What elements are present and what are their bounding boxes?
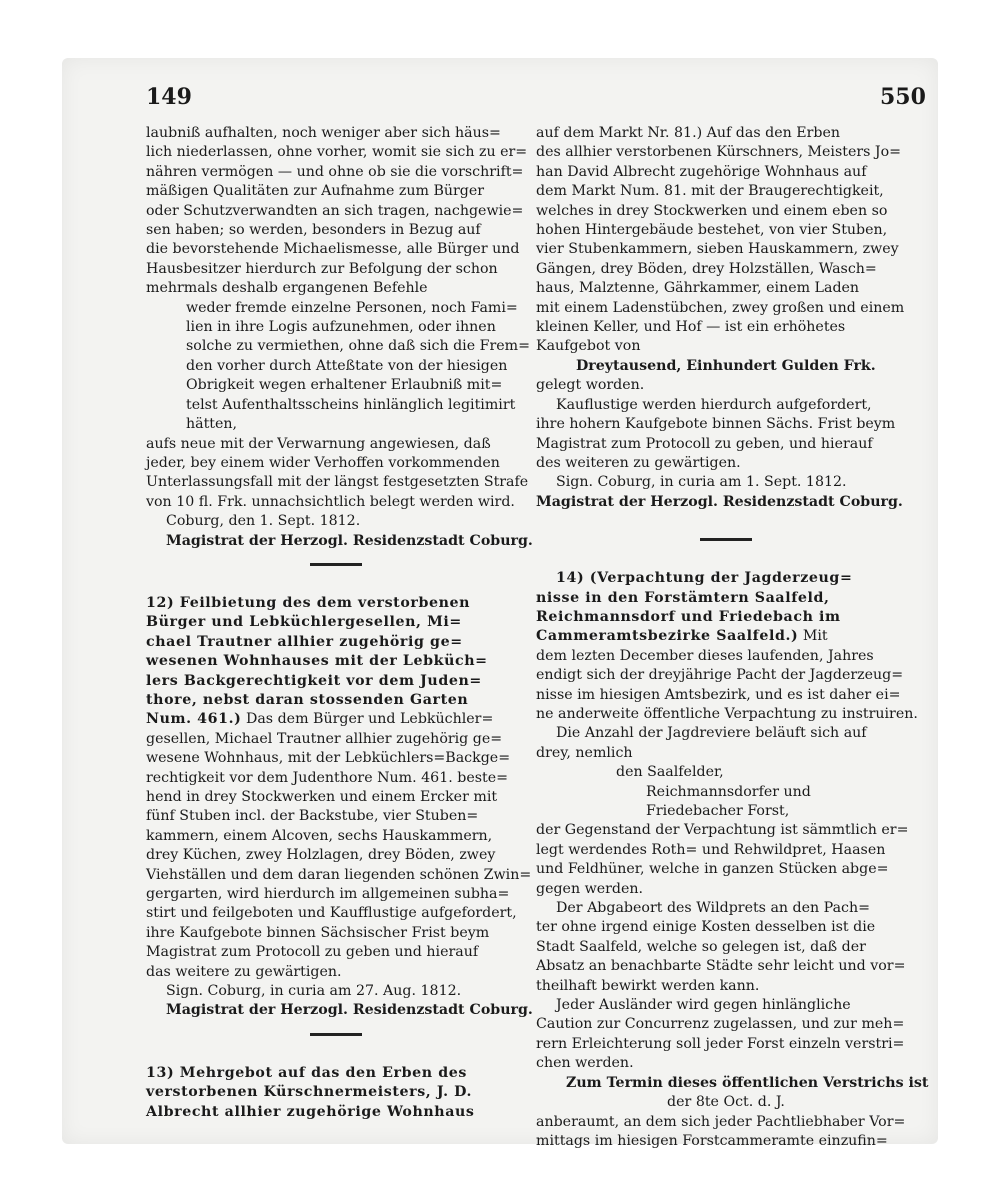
page-number-right: 550 [880, 84, 926, 110]
text-line: mittags im hiesigen Forstcammeramte einzufin= [536, 1132, 888, 1149]
text-line: dem Markt Num. 81. mit der Braugerechtigkeit, [536, 183, 884, 200]
heading-line: verstorbenen Kürschnermeisters, J. D. [146, 1084, 473, 1101]
heading-line: thore, nebst daran stossenden Garten [146, 691, 469, 708]
item-14-paragraph [536, 899, 916, 996]
text-line: Absatz an benachbarte Städte sehr leicht und vor= [536, 958, 906, 975]
text-line: Die Anzahl der Jagdreviere beläuft sich auf [556, 725, 867, 742]
left-column [146, 124, 533, 1122]
text-line: Jeder Ausländer wird gegen hinlängliche [556, 997, 851, 1014]
text-line: Viehställen und dem daran liegenden schönen Zwin= [146, 866, 532, 883]
text-line: kleinen Keller, und Hof — ist ein erhöhetes [536, 319, 846, 336]
text-line: Hausbesitzer hierdurch zur Befolgung der schon [146, 260, 498, 277]
text-line: lich niederlassen, ohne vorher, womit sie sich zu er= [146, 144, 528, 161]
text-line: des weiteren zu gewärtigen. [536, 454, 741, 471]
heading-line: Albrecht allhier zugehörige Wohnhaus [146, 1103, 475, 1120]
text-line: mehrmals deshalb ergangenen Befehle [146, 280, 428, 297]
text-line: theilhaft bewirkt werden kann. [536, 977, 760, 994]
signature-date: Sign. Coburg, in curia am 27. Aug. 1812. [166, 983, 462, 1000]
text-line: Gängen, drey Böden, drey Holzställen, Wasch= [536, 260, 877, 277]
item-14-paragraph [536, 1113, 916, 1152]
paragraph-warning [146, 435, 529, 513]
paragraph-indented [146, 299, 530, 435]
heading-line: 13) Mehrgebot auf das den Erben des [146, 1064, 467, 1081]
text-line: han David Albrecht zugehörige Wohnhaus auf [536, 163, 867, 180]
text-line: endigt sich der dreyjährige Pacht der Jagderzeug= [536, 667, 904, 684]
text-line: Caution zur Concurrenz zugelassen, und zur meh= [536, 1016, 905, 1033]
text-line: fünf Stuben incl. der Backstube, vier Stuben= [146, 808, 479, 825]
signature-date: Sign. Coburg, in curia am 1. Sept. 1812. [556, 474, 847, 491]
heading-line: 14) (Verpachtung der Jagderzeug= [556, 570, 853, 587]
section-divider [700, 538, 752, 541]
list-item: den Saalfelder, [616, 764, 724, 781]
item-14-paragraph [536, 821, 916, 899]
item-14-paragraph [536, 996, 916, 1074]
text-line: laubniß aufhalten, noch weniger aber sich häus= [146, 125, 501, 141]
text-line: mit einem Ladenstübchen, zwey großen und einem [536, 299, 905, 316]
text-line: der Gegenstand der Verpachtung ist sämmtlich er= [536, 822, 909, 839]
text-line: drey Küchen, zwey Holzlagen, drey Böden, zwey [146, 847, 496, 864]
list-item: Friedebacher Forst, [646, 803, 790, 819]
heading-line: chael Trautner allhier zugehörig ge= [146, 633, 463, 650]
text-line: drey, nemlich [536, 744, 633, 761]
spacer [536, 555, 916, 569]
text-line: sen haben; so werden, besonders in Bezug auf [146, 222, 481, 239]
text-line: Magistrat zum Protocoll zu geben und hierauf [146, 944, 479, 961]
signature-date: Coburg, den 1. Sept. 1812. [166, 513, 361, 530]
item-13-after [536, 376, 916, 473]
text-line: ter ohne irgend einige Kosten desselben ist die [536, 919, 876, 936]
heading-line: wesenen Wohnhauses mit der Lebküch= [146, 653, 488, 670]
text-line: rern Erleichterung soll jeder Forst einzeln verstri= [536, 1035, 905, 1052]
heading-line-mixed [146, 710, 526, 729]
text-line: aufs neue mit der Verwarnung angewiesen, daß [146, 435, 491, 452]
forest-list [536, 763, 916, 821]
text-line: telst Aufenthaltsscheins hinlänglich legitimirt [186, 396, 516, 413]
text-line: solche zu vermiethen, ohne daß sich die Frem= [186, 338, 530, 355]
item-14-paragraph [536, 1074, 929, 1113]
heading-line: Cammeramtsbezirke Saalfeld.) [536, 628, 799, 645]
heading-line: lers Backgerechtigkeit vor dem Juden= [146, 672, 482, 689]
item-14-paragraph [536, 647, 916, 725]
heading-line: Num. 461.) [146, 711, 242, 728]
heading-line: Reichmannsdorf und Friedebach im [536, 608, 841, 625]
right-column [536, 124, 929, 1151]
text-line: Das dem Bürger und Lebküchler= [245, 711, 494, 728]
text-line: des allhier verstorbenen Kürschners, Meisters Jo= [536, 144, 902, 161]
text-line: legt werdendes Roth= und Rehwildpret, Haasen [536, 841, 886, 858]
text-line: und Feldhüner, welche in ganzen Stücken abge= [536, 861, 889, 878]
text-line: Mit [802, 628, 828, 645]
text-line: hend in drey Stockwerken und einem Ercker mit [146, 789, 498, 805]
text-line: jeder, bey einem wider Verhoffen vorkommenden [146, 454, 500, 471]
text-line: weder fremde einzelne Personen, noch Fami= [186, 299, 518, 316]
item-13-heading [146, 1064, 526, 1122]
text-line: anberaumt, an dem sich jeder Pachtliebhaber Vor= [536, 1113, 906, 1130]
text-line: Der Abgabeort des Wildprets an den Pach= [556, 900, 871, 917]
heading-line: Bürger und Lebküchlergesellen, Mi= [146, 614, 462, 631]
text-line: gelegt worden. [536, 377, 645, 394]
text-line: gesellen, Michael Trautner allhier zugehörig ge= [146, 730, 503, 747]
text-line: mäßigen Qualitäten zur Aufnahme zum Bürger [146, 183, 485, 200]
bid-amount: Dreytausend, Einhundert Gulden Frk. [576, 357, 876, 374]
text-line: ihre hohern Kaufgebote binnen Sächs. Frist beym [536, 416, 896, 433]
text-line: von 10 fl. Frk. unnachsichtlich belegt werden wird. [146, 493, 515, 510]
text-line: die bevorstehende Michaelismesse, alle Bürger und [146, 241, 520, 258]
text-line: hohen Hintergebäude bestehet, von vier Stuben, [536, 222, 888, 239]
item-13-continued [536, 124, 916, 357]
text-line: ihre Kaufgebote binnen Sächsischer Frist beym [146, 924, 490, 941]
page-number-left: 149 [146, 84, 192, 110]
text-line: oder Schutzverwandten an sich tragen, nachgewie= [146, 202, 524, 219]
text-line: ne anderweite öffentliche Verpachtung zu instruiren. [536, 705, 918, 722]
text-line: gergarten, wird hierdurch im allgemeinen subha= [146, 886, 510, 903]
heading-line: nisse in den Forstämtern Saalfeld, [536, 589, 830, 606]
heading-line-mixed [536, 627, 916, 646]
text-line: Kauflustige werden hierdurch aufgefordert, [556, 396, 872, 413]
text-line: das weitere zu gewärtigen. [146, 963, 342, 980]
section-divider [310, 563, 362, 566]
text-line: Kaufgebot von [536, 338, 641, 355]
text-line: stirt und feilgeboten und Kaufflustige aufgefordert, [146, 905, 517, 922]
item-14-paragraph [536, 724, 916, 763]
text-line: Zum Termin dieses öffentlichen Verstrichs ist [566, 1074, 929, 1091]
text-line: der 8te Oct. d. J. [667, 1094, 785, 1111]
text-line: den vorher durch Atteßtate von der hiesigen [186, 357, 508, 374]
text-line: Magistrat zum Protocoll zu geben, und hierauf [536, 435, 873, 452]
heading-line: 12) Feilbietung des dem verstorbenen [146, 594, 471, 611]
text-line: welches in drey Stockwerken und einem eben so [536, 202, 888, 219]
item-12-body [146, 730, 532, 982]
text-line: nisse im hiesigen Amtsbezirk, und es ist daher ei= [536, 686, 901, 703]
magistrate-signature: Magistrat der Herzogl. Residenzstadt Coburg. [166, 532, 533, 549]
spacer [146, 1050, 526, 1064]
text-line: rechtigkeit vor dem Judenthore Num. 461. beste= [146, 769, 508, 786]
item-14-heading [536, 569, 916, 647]
magistrate-signature: Magistrat der Herzogl. Residenzstadt Coburg. [536, 493, 903, 510]
text-line: lien in ihre Logis aufzunehmen, oder ihnen [186, 319, 496, 336]
text-line: dem lezten December dieses laufenden, Jahres [536, 647, 874, 664]
text-line: chen werden. [536, 1055, 634, 1072]
section-divider [310, 1033, 362, 1036]
text-line: haus, Malztenne, Gährkammer, einem Laden [536, 280, 860, 297]
magistrate-signature: Magistrat der Herzogl. Residenzstadt Coburg. [166, 1002, 533, 1019]
list-item: Reichmannsdorfer und [646, 783, 811, 800]
item-12-heading [146, 594, 526, 730]
spacer [536, 512, 916, 526]
text-line: auf dem Markt Nr. 81.) Auf das den Erben [536, 125, 840, 141]
text-line: vier Stubenkammern, sieben Hauskammern, zwey [536, 241, 899, 258]
paragraph-intro [146, 124, 526, 299]
text-line: Obrigkeit wegen erhaltener Erlaubniß mit= [186, 377, 503, 394]
text-line: Stadt Saalfeld, welche so gelegen ist, daß der [536, 938, 866, 955]
text-line: Unterlassungsfall mit der längst festgesetzten Strafe [146, 474, 529, 491]
text-line: nähren vermögen — und ohne ob sie die vorschrift= [146, 163, 524, 180]
spacer [146, 580, 526, 594]
text-line: hätten, [186, 416, 238, 433]
text-line: wesene Wohnhaus, mit der Lebküchlers=Backge= [146, 750, 511, 767]
text-line: kammern, einem Alcoven, sechs Hauskammern, [146, 827, 493, 844]
text-line: gegen werden. [536, 880, 644, 897]
